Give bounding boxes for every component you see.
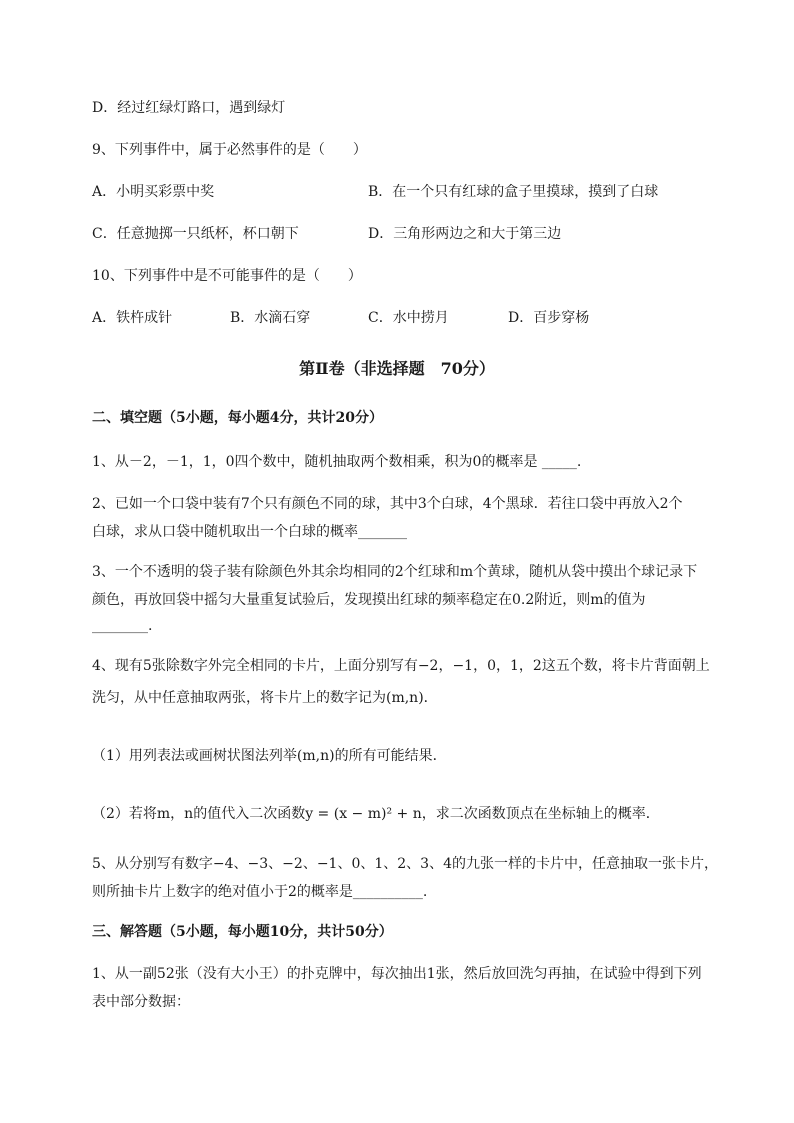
q8-option-d: D．经过红绿灯路口，遇到绿灯 — [92, 100, 286, 116]
fill-q4-part1: （1）用列表法或画树状图法列举(m,n)的所有可能结果． — [92, 748, 447, 764]
q9-option-b: B．在一个只有红球的盒子里摸球，摸到了白球 — [368, 184, 659, 200]
fill-q2-line1: 2、已如一个口袋中装有7个只有颜色不同的球，其中3个白球，4个黑球．若往口袋中再放入2个 — [92, 496, 683, 512]
fill-q1: 1、从－2，－1，1，0四个数中，随机抽取两个数相乘，积为0的概率是 _____. — [92, 454, 582, 470]
fill-section-heading: 二、填空题（5小题，每小题4分，共计20分） — [92, 410, 383, 426]
q9-stem: 9、下列事件中，属于必然事件的是（ ） — [92, 142, 367, 158]
q10-option-d: D．百步穿杨 — [508, 310, 590, 326]
q10-option-a: A．铁杵成针 — [92, 310, 173, 326]
q9-option-d: D．三角形两边之和大于第三边 — [368, 226, 562, 242]
fill-q4-line2: 洗匀，从中任意抽取两张，将卡片上的数字记为(m,n)． — [92, 690, 438, 706]
answer-section-heading: 三、解答题（5小题，每小题10分，共计50分） — [92, 924, 393, 940]
fill-q4-part2: （2）若将m，n的值代入二次函数y = (x − m)² + n，求二次函数顶点在坐标轴上的概率． — [92, 806, 660, 822]
fill-q3-line3: ________. — [92, 618, 153, 634]
part2-title: 第Ⅱ卷（非选择题 70分） — [299, 359, 495, 378]
q9-option-a: A．小明买彩票中奖 — [92, 184, 215, 200]
answer-q1-line2: 表中部分数据： — [92, 994, 190, 1010]
fill-q2-line2: 白球，求从口袋中随机取出一个白球的概率_______ — [92, 524, 407, 540]
fill-q5-line2: 则所抽卡片上数字的绝对值小于2的概率是__________. — [92, 884, 428, 900]
q10-stem: 10、下列事件中是不可能事件的是（ ） — [92, 268, 362, 284]
q10-option-b: B．水滴石穿 — [230, 310, 311, 326]
fill-q4-line1: 4、现有5张除数字外完全相同的卡片，上面分别写有−2，−1，0，1，2这五个数，将卡片背面朝上 — [92, 658, 710, 674]
q10-option-c: C．水中捞月 — [368, 310, 449, 326]
fill-q3-line2: 颜色，再放回袋中摇匀大量重复试验后，发现摸出红球的频率稳定在0.2附近，则m的值为 — [92, 592, 646, 608]
fill-q3-line1: 3、一个不透明的袋子装有除颜色外其余均相同的2个红球和m个黄球，随机从袋中摸出个球记录下 — [92, 564, 698, 580]
q9-option-c: C．任意抛掷一只纸杯，杯口朝下 — [92, 226, 299, 242]
fill-q5-line1: 5、从分别写有数字−4、−3、−2、−1、0、1、2、3、4的九张一样的卡片中，任意抽取一张卡片， — [92, 856, 718, 872]
answer-q1-line1: 1、从一副52张（没有大小王）的扑克牌中，每次抽出1张，然后放回洗匀再抽，在试验中得到下列 — [92, 966, 702, 982]
